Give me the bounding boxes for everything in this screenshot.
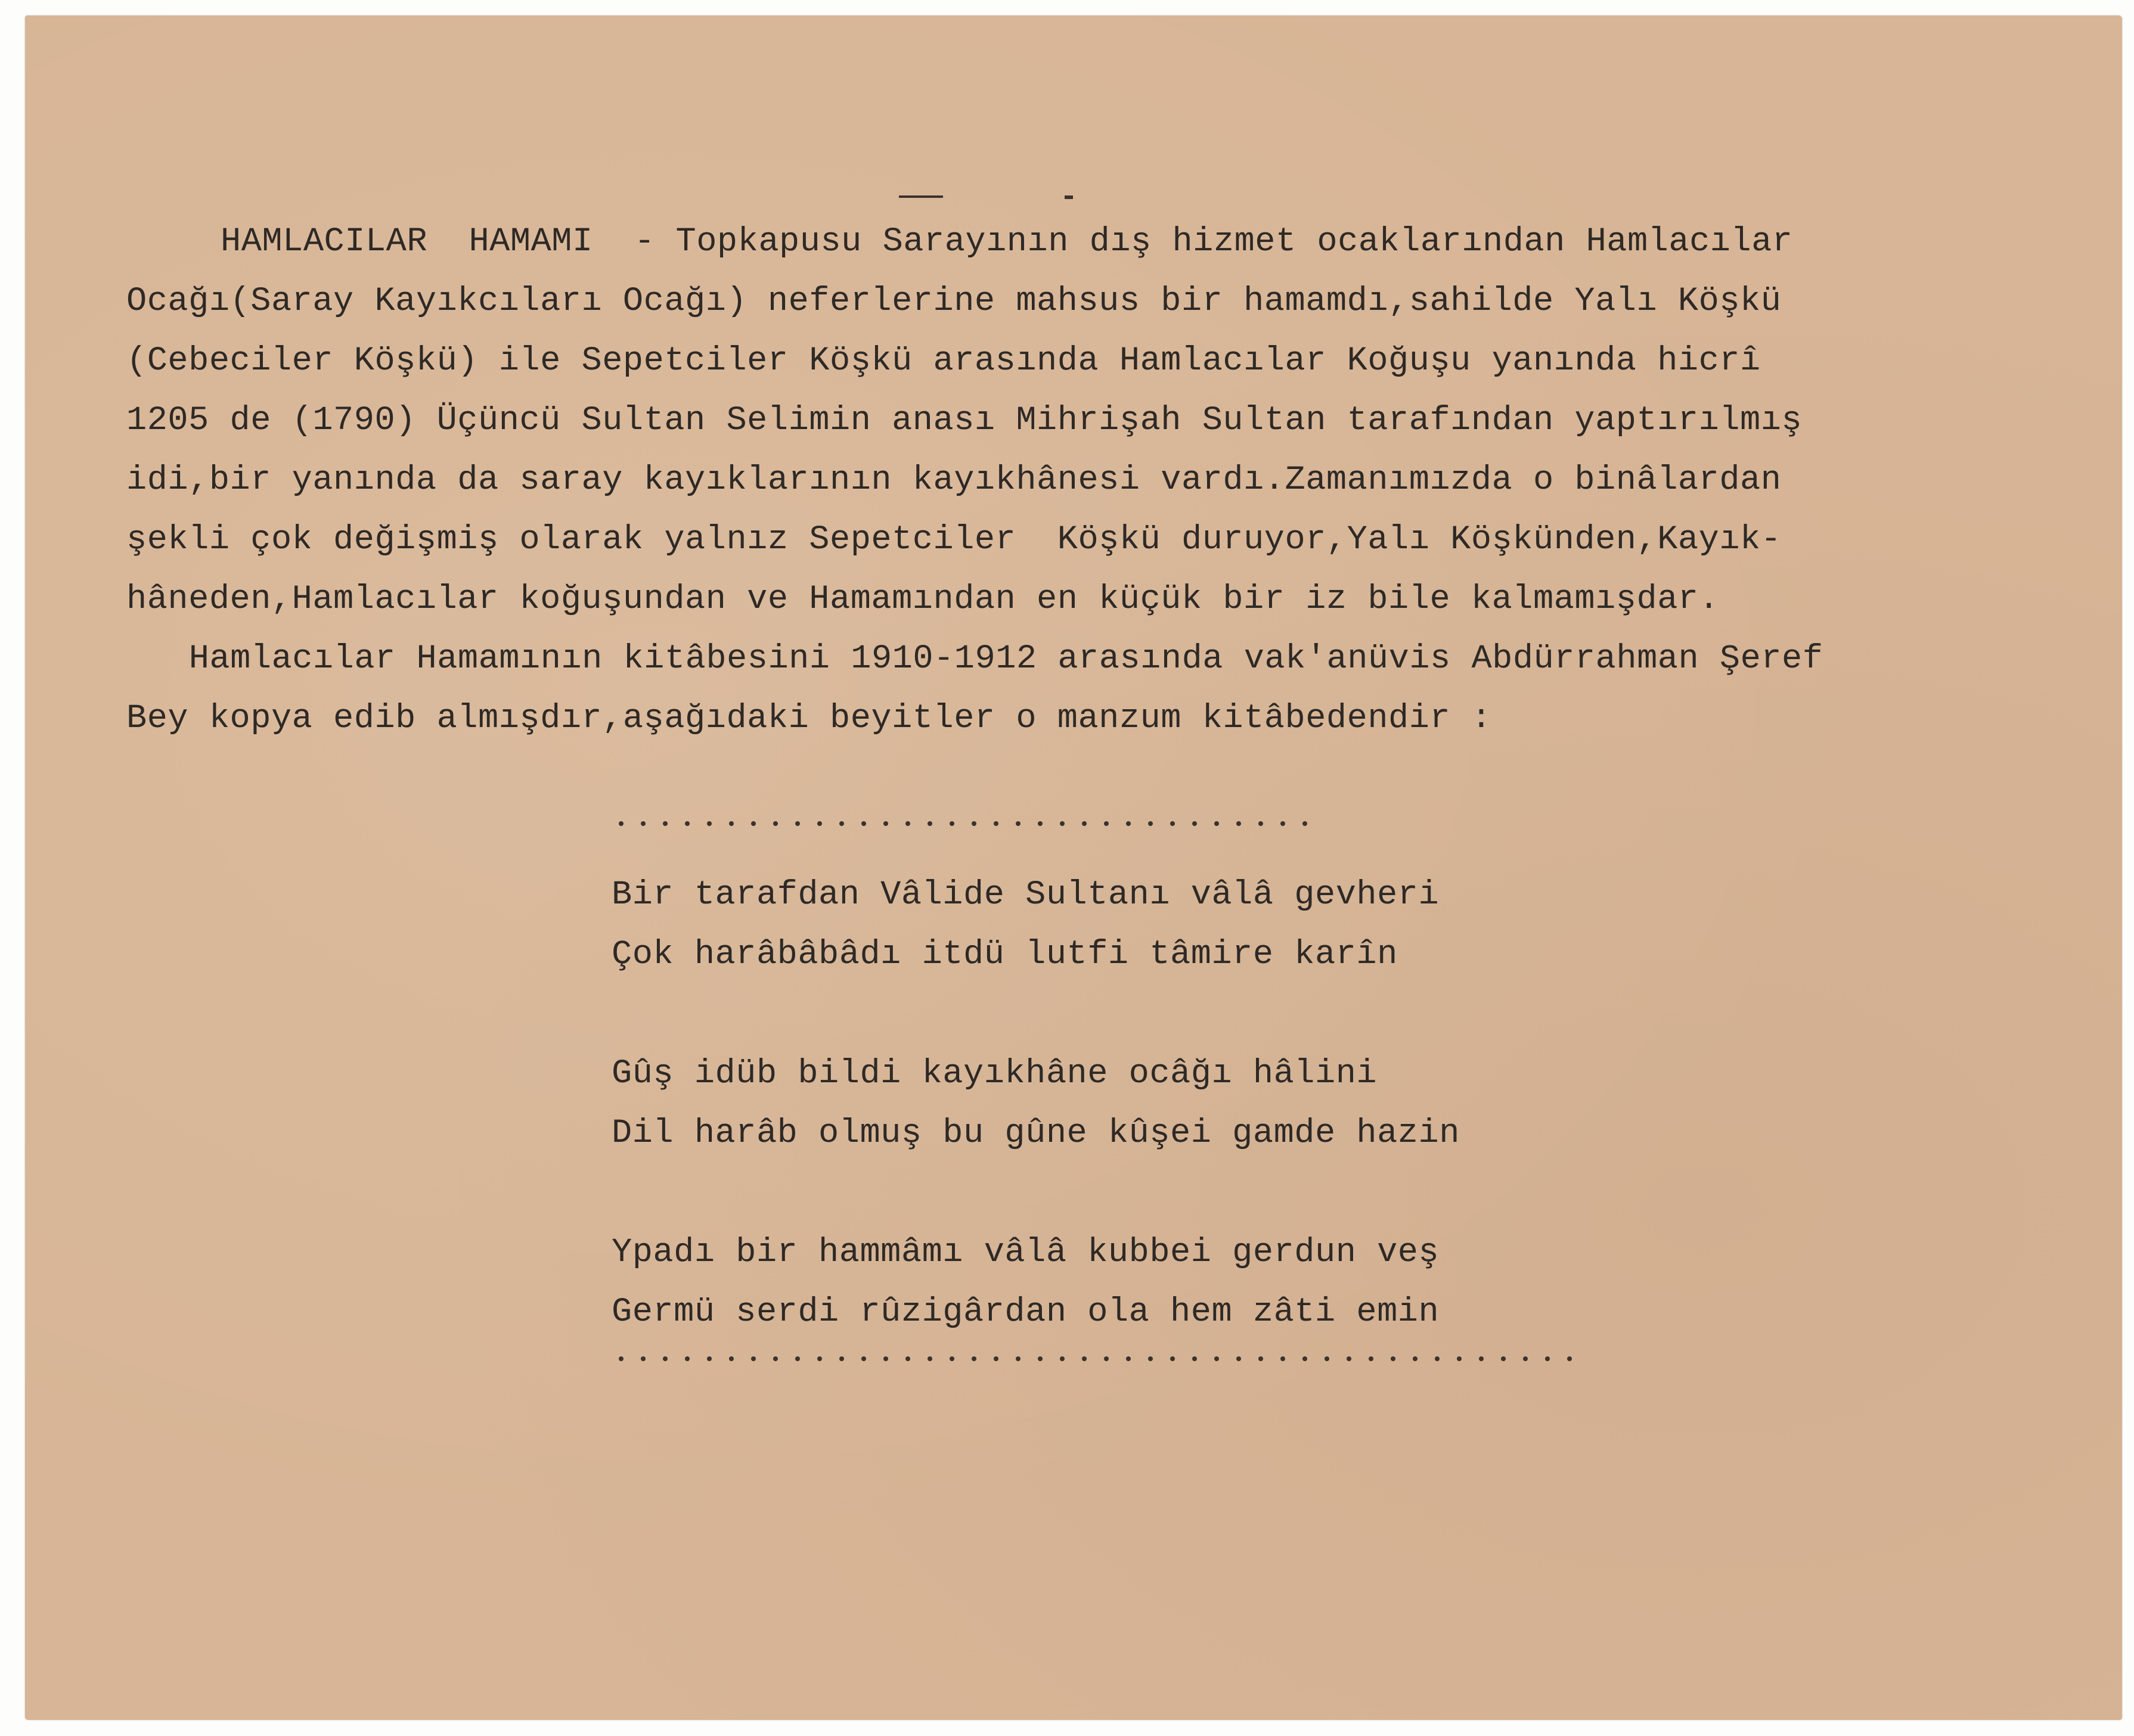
ink-tick-mark — [1065, 195, 1073, 199]
dotted-separator-top — [619, 821, 1358, 827]
paragraph-2-line: Hamlacılar Hamamının kitâbesini 1910-1912 arasında vak'anüvis Abdürrahman Şeref — [168, 640, 1823, 678]
verse-line: Germü serdi rûzigârdan ola hem zâti emin — [612, 1293, 1440, 1331]
typewritten-card — [25, 15, 2122, 1720]
paragraph-1-line: 1205 de (1790) Üçüncü Sultan Selimin anası Mihrişah Sultan tarafından yaptırılmış — [126, 402, 1803, 440]
dotted-separator-bottom — [619, 1356, 1608, 1362]
paragraph-1-line: HAMLACILAR HAMAMI - Topkapusu Sarayının dış hizmet ocaklarından Hamlacılar — [221, 223, 1793, 261]
paragraph-1-line: (Cebeciler Köşkü) ile Sepetciler Köşkü arasında Hamlacılar Koğuşu yanında hicrî — [126, 342, 1761, 380]
paragraph-1-line: şekli çok değişmiş olarak yalnız Sepetciler Köşkü duruyor,Yalı Köşkünden,Kayık- — [126, 521, 1782, 559]
verse-line: Gûş idüb bildi kayıkhâne ocâğı hâlini — [612, 1055, 1378, 1093]
paragraph-2-line: Bey kopya edib almışdır,aşağıdaki beyitler o manzum kitâbedendir : — [126, 700, 1492, 738]
ink-dash-mark — [899, 195, 943, 198]
verse-line: Dil harâb olmuş bu gûne kûşei gamde hazin — [612, 1114, 1460, 1153]
paragraph-1-line: Ocağı(Saray Kayıkcıları Ocağı) neferlerine mahsus bir hamamdı,sahilde Yalı Köşkü — [126, 282, 1782, 321]
paragraph-1-line: idi,bir yanında da saray kayıklarının kayıkhânesi vardı.Zamanımızda o binâlardan — [126, 461, 1782, 499]
paragraph-1-line: hâneden,Hamlacılar koğuşundan ve Hamamından en küçük bir iz bile kalmamışdar. — [126, 580, 1720, 619]
verse-line: Ypadı bir hammâmı vâlâ kubbei gerdun veş — [612, 1234, 1440, 1272]
verse-line: Çok harâbâbâdı itdü lutfi tâmire karîn — [612, 936, 1398, 974]
verse-line: Bir tarafdan Vâlide Sultanı vâlâ gevheri — [612, 876, 1440, 914]
